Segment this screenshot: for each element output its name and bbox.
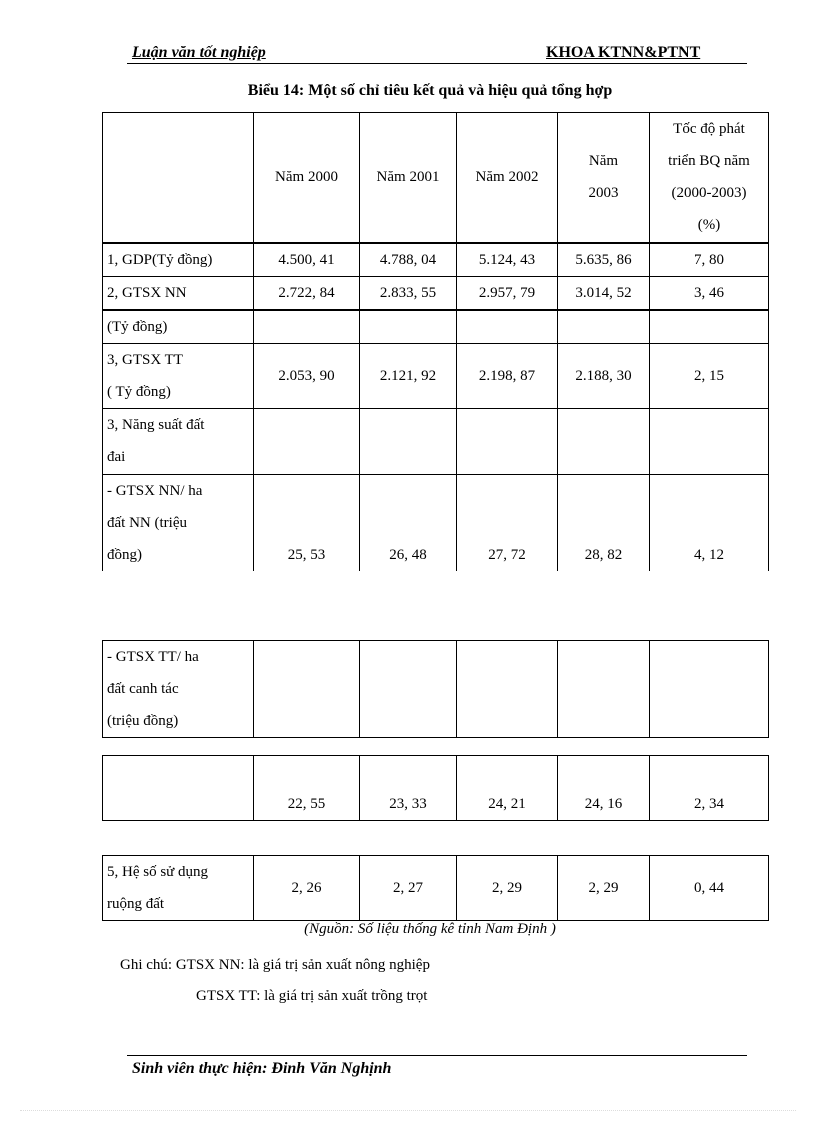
row-label: (Tỷ đồng) (103, 310, 254, 344)
header-right: KHOA KTNN&PTNT (546, 44, 701, 61)
row-label (103, 343, 254, 408)
cell-value: 2, 29 (558, 856, 650, 921)
table-row-nn-ha (103, 474, 769, 571)
row-label-line2: đai (107, 449, 126, 465)
row-label (103, 641, 254, 738)
col-header-2003 (558, 113, 650, 243)
cell-value: 4, 12 (650, 474, 769, 571)
table-header-row (103, 113, 769, 243)
row-label-line3: đồng) (107, 546, 142, 563)
empty-cell (360, 641, 457, 738)
empty-cell (360, 310, 457, 344)
indicator-table (102, 112, 769, 571)
indicator-table-cont-2 (102, 755, 769, 821)
cell-value: 24, 21 (457, 756, 558, 821)
empty-cell (650, 641, 769, 738)
cell-value: 24, 16 (558, 756, 650, 821)
row-label: 2, GTSX NN (103, 276, 254, 310)
cell-value: 27, 72 (457, 474, 558, 571)
empty-cell (457, 310, 558, 344)
table-row-tt-values (103, 756, 769, 821)
header-rule (127, 63, 747, 64)
col-header-growth-line1: Tốc độ phát (673, 121, 745, 138)
table-row-gtsxtt (103, 343, 769, 408)
source-note: (Nguồn: Số liệu thống kê tỉnh Nam Định ) (304, 921, 556, 937)
table-row-hsd (103, 856, 769, 921)
cell-value: 0, 44 (650, 856, 769, 921)
row-label-line1: 3, Năng suất đất (107, 417, 205, 433)
cell-value: 2, 34 (650, 756, 769, 821)
cell-value: 3.014, 52 (558, 276, 650, 310)
cell-value: 2, 15 (650, 343, 769, 408)
row-label (103, 474, 254, 571)
footer-author: Sinh viên thực hiện: Đinh Văn Nghịnh (132, 1060, 392, 1077)
indicator-table-cont-3 (102, 855, 769, 921)
cell-value: 2.722, 84 (254, 276, 360, 310)
cell-value: 4.788, 04 (360, 243, 457, 277)
cell-value: 7, 80 (650, 243, 769, 277)
cell-value: 5.124, 43 (457, 243, 558, 277)
cell-value: 2.833, 55 (360, 276, 457, 310)
empty-cell (457, 408, 558, 474)
col-header-growth (650, 113, 769, 243)
row-label (103, 856, 254, 921)
cell-value: 5.635, 86 (558, 243, 650, 277)
empty-cell (254, 310, 360, 344)
col-header-growth-line3: (2000-2003) (671, 185, 747, 202)
row-label-line2: ( Tỷ đồng) (107, 383, 171, 400)
col-header-2003-line1: Năm (588, 153, 619, 170)
empty-cell (254, 641, 360, 738)
cell-value: 2.053, 90 (254, 343, 360, 408)
cell-value: 2.198, 87 (457, 343, 558, 408)
table-title: Biểu 14: Một số chỉ tiêu kết quả và hiệu quả tổng hợp (247, 82, 613, 99)
cell-value: 2, 27 (360, 856, 457, 921)
footer-rule (127, 1055, 747, 1056)
table-row-gtsxnn (103, 276, 769, 310)
cell-value: 22, 55 (254, 756, 360, 821)
table-row-gtsxnn-unit (103, 310, 769, 344)
empty-cell (558, 310, 650, 344)
cell-value: 4.500, 41 (254, 243, 360, 277)
cell-value: 3, 46 (650, 276, 769, 310)
empty-cell (457, 641, 558, 738)
empty-cell (254, 408, 360, 474)
empty-cell (650, 310, 769, 344)
note-line-2: GTSX TT: là giá trị sản xuất trồng trọt (196, 988, 428, 1004)
row-label: 1, GDP(Tỷ đồng) (103, 243, 254, 277)
cell-value: 2.121, 92 (360, 343, 457, 408)
col-header-growth-line2: triển BQ năm (668, 153, 750, 170)
row-label-line2: đất NN (triệu (107, 514, 187, 531)
row-label-line1: - GTSX TT/ ha (107, 649, 199, 665)
row-label-line2: ruộng đất (107, 896, 165, 912)
row-label-line1: 5, Hệ số sử dụng (107, 864, 209, 880)
table-row-gdp (103, 243, 769, 277)
note-line-1: Ghi chú: GTSX NN: là giá trị sản xuất nông nghiệp (120, 957, 430, 973)
cell-value: 26, 48 (360, 474, 457, 571)
table-row-tt-ha (103, 641, 769, 738)
row-label-line1: 3, GTSX TT (107, 351, 183, 368)
cell-value: 25, 53 (254, 474, 360, 571)
col-header-2000: Năm 2000 (254, 113, 360, 243)
cell-value: 28, 82 (558, 474, 650, 571)
row-label-line1: - GTSX NN/ ha (107, 482, 203, 499)
table-row-nsdd (103, 408, 769, 474)
row-label-line2: đất canh tác (107, 681, 179, 697)
col-header-2001: Năm 2001 (360, 113, 457, 243)
empty-cell (558, 641, 650, 738)
indicator-table-cont-1 (102, 640, 769, 738)
empty-cell (360, 408, 457, 474)
col-header-2002: Năm 2002 (457, 113, 558, 243)
cell-value: 2, 29 (457, 856, 558, 921)
page-bottom-border (20, 1110, 796, 1111)
header-empty-cell (103, 113, 254, 243)
col-header-growth-line4: (%) (697, 217, 721, 234)
cell-value: 2.188, 30 (558, 343, 650, 408)
row-label-line3: (triệu đồng) (107, 713, 179, 729)
col-header-2003-line2: 2003 (588, 185, 619, 202)
cell-value: 23, 33 (360, 756, 457, 821)
row-label (103, 408, 254, 474)
empty-cell (558, 408, 650, 474)
empty-cell (103, 756, 254, 821)
cell-value: 2, 26 (254, 856, 360, 921)
empty-cell (650, 408, 769, 474)
cell-value: 2.957, 79 (457, 276, 558, 310)
header-left: Luận văn tốt nghiệp (132, 44, 266, 61)
